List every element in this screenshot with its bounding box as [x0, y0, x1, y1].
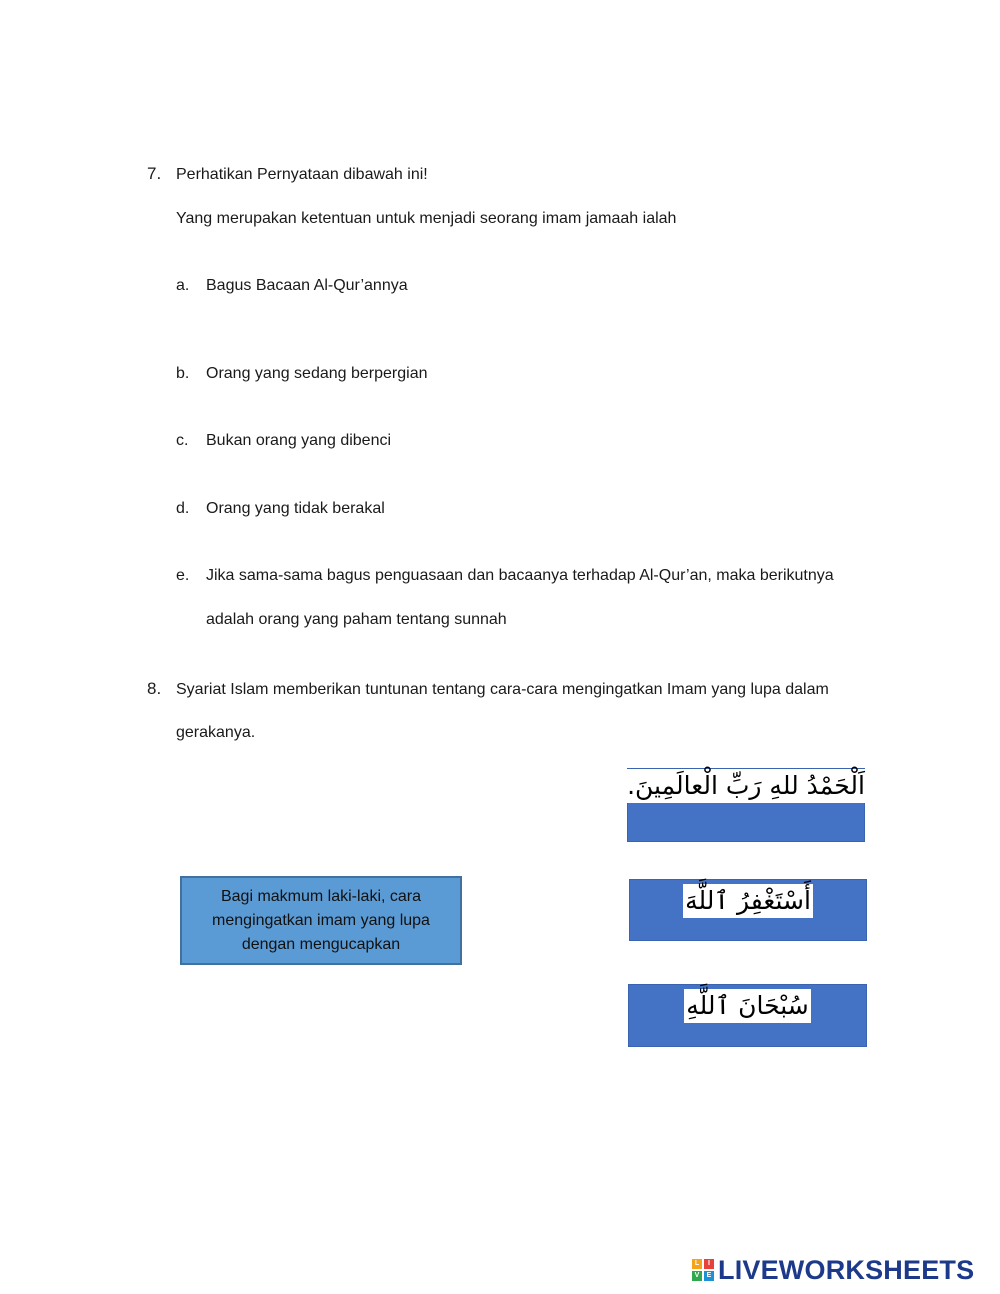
- option-b: [176, 364, 428, 384]
- answer-box-subhanallah[interactable]: [628, 984, 867, 1047]
- option-c-text: Bukan orang yang dibenci: [206, 432, 392, 449]
- option-a-letter: a.: [176, 277, 190, 294]
- option-a-text: Bagus Bacaan Al-Qur’annya: [206, 277, 408, 294]
- answer-text-subhanallah: سُبْحَانَ ٱللَّهِ: [684, 989, 811, 1023]
- logo-squares-icon: [692, 1259, 714, 1281]
- question-7-number: 7.: [147, 164, 162, 183]
- option-e-text-continued: adalah orang yang paham tentang sunnah: [206, 611, 507, 628]
- logo-square-v: V: [692, 1271, 702, 1281]
- question-8-line2: gerakanya.: [176, 724, 256, 741]
- prompt-box[interactable]: [180, 876, 462, 965]
- question-8-number: 8.: [147, 679, 162, 698]
- question-7-line2: Yang merupakan ketentuan untuk menjadi seorang imam jamaah ialah: [176, 210, 677, 227]
- answer-box-astaghfirullah[interactable]: [629, 879, 867, 941]
- logo-square-e: E: [704, 1271, 714, 1281]
- prompt-box-text: Bagi makmum laki-laki, cara mengingatkan imam yang lupa dengan mengucapkan: [212, 887, 430, 953]
- option-d-text: Orang yang tidak berakal: [206, 500, 385, 517]
- logo-square-i: I: [704, 1259, 714, 1269]
- option-e-text: Jika sama-sama bagus penguasaan dan bacaanya terhadap Al-Qur’an, maka berikutnya: [206, 567, 834, 584]
- option-e-letter: e.: [176, 567, 190, 584]
- option-c: [176, 431, 391, 451]
- option-e: [176, 566, 834, 586]
- answer-text-alhamdulillah: اَلْحَمْدُ للهِ رَبِّ الْعالَمِينَ.: [625, 769, 867, 803]
- option-d-letter: d.: [176, 500, 190, 517]
- option-a: [176, 276, 408, 296]
- question-7-line1: Perhatikan Pernyataan dibawah ini!: [176, 166, 428, 183]
- option-b-letter: b.: [176, 365, 190, 382]
- logo-text: LIVEWORKSHEETS: [718, 1255, 975, 1285]
- option-b-text: Orang yang sedang berpergian: [206, 365, 428, 382]
- answer-box-alhamdulillah[interactable]: [627, 768, 865, 842]
- option-d: [176, 499, 385, 519]
- liveworksheets-logo: [692, 1254, 974, 1286]
- question-8-line1: Syariat Islam memberikan tuntunan tentang cara-cara mengingatkan Imam yang lupa dalam: [176, 681, 829, 698]
- option-c-letter: c.: [176, 432, 189, 449]
- logo-square-l: L: [692, 1259, 702, 1269]
- answer-text-astaghfirullah: أَسْتَغْفِرُ ٱللَّهَ: [683, 884, 813, 918]
